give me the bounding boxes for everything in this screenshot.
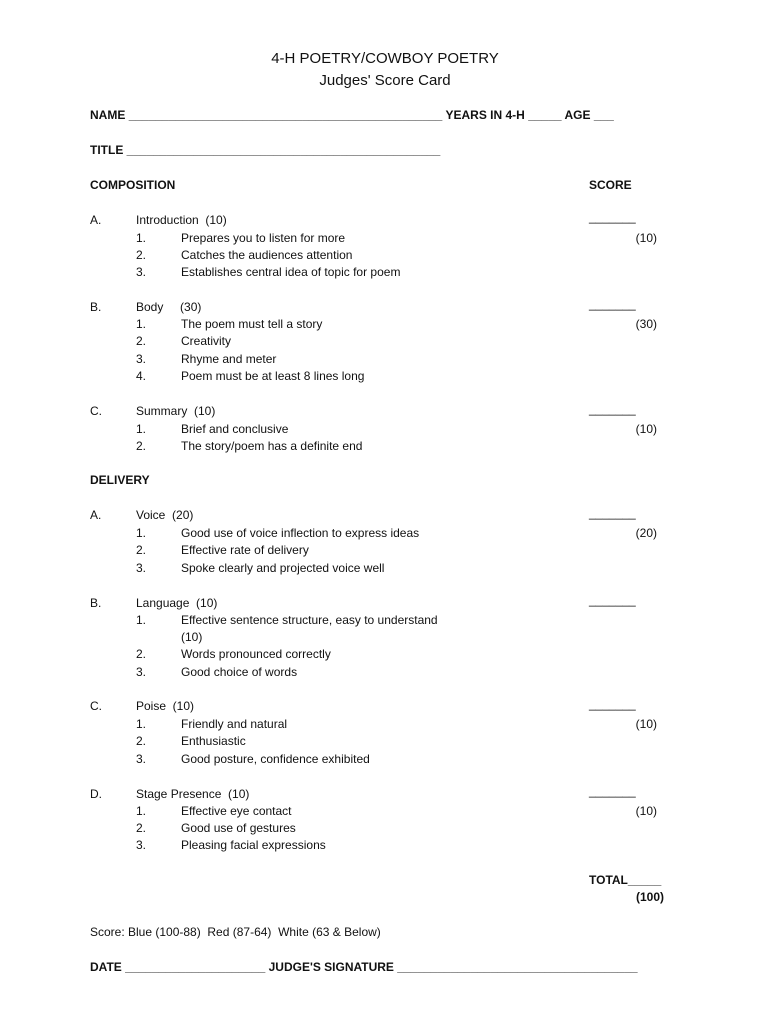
- item-text: Good use of voice inflection to express ideas: [181, 526, 420, 540]
- title-field-row: [90, 143, 440, 157]
- total-max: (100): [635, 890, 664, 904]
- score-blank[interactable]: _______: [589, 784, 636, 798]
- item-text-continued: (10): [181, 630, 203, 644]
- document-subtitle: Judges' Score Card: [319, 72, 451, 89]
- score-blank[interactable]: _______: [589, 402, 636, 416]
- item-number: 2.: [136, 334, 147, 348]
- years-label: YEARS IN 4-H: [445, 108, 525, 122]
- section-label: Stage Presence (10): [136, 787, 250, 801]
- score-blank[interactable]: _______: [589, 506, 636, 520]
- name-label: NAME: [90, 108, 126, 122]
- item-text: Effective sentence structure, easy to understand: [181, 613, 438, 627]
- item-number: 2.: [136, 543, 147, 557]
- delivery-heading: DELIVERY: [90, 473, 150, 487]
- max-points: (20): [635, 526, 657, 540]
- item-number: 1.: [136, 804, 147, 818]
- item-text: Establishes central idea of topic for poem: [181, 265, 401, 279]
- max-points: (10): [635, 717, 657, 731]
- item-text: Creativity: [181, 334, 232, 348]
- item-text: Words pronounced correctly: [181, 647, 331, 661]
- item-text: Spoke clearly and projected voice well: [181, 561, 385, 575]
- section-label: Voice (20): [136, 508, 194, 522]
- section-label: Language (10): [136, 596, 218, 610]
- signature-label: JUDGE'S SIGNATURE: [268, 960, 394, 974]
- section-label: Body (30): [136, 300, 202, 314]
- section-label: Poise (10): [136, 699, 195, 713]
- section-label: Summary (10): [136, 404, 216, 418]
- item-number: 2.: [136, 647, 147, 661]
- item-text: The poem must tell a story: [181, 317, 323, 331]
- item-number: 1.: [136, 231, 147, 245]
- section-letter: B.: [90, 596, 102, 610]
- item-number: 2.: [136, 821, 147, 835]
- item-number: 3.: [136, 561, 147, 575]
- item-text: Enthusiastic: [181, 734, 246, 748]
- item-number: 2.: [136, 248, 147, 262]
- total-row: [589, 873, 661, 887]
- item-number: 1.: [136, 422, 147, 436]
- score-key: Score: Blue (100-88) Red (87-64) White (63 & Below): [90, 925, 381, 939]
- max-points: (10): [635, 231, 657, 245]
- item-number: 3.: [136, 265, 147, 279]
- item-text: Effective eye contact: [181, 804, 292, 818]
- years-line[interactable]: _____: [528, 108, 562, 122]
- item-text: The story/poem has a definite end: [181, 439, 363, 453]
- title-line[interactable]: _______________________________________________: [126, 143, 441, 157]
- title-label: TITLE: [90, 143, 124, 157]
- date-line[interactable]: _____________________: [125, 960, 266, 974]
- section-letter: A.: [90, 508, 102, 522]
- item-text: Brief and conclusive: [181, 422, 289, 436]
- max-points: (30): [635, 317, 657, 331]
- item-text: Rhyme and meter: [181, 352, 277, 366]
- age-label: AGE: [564, 108, 591, 122]
- item-number: 3.: [136, 838, 147, 852]
- name-field-row: [90, 108, 614, 122]
- max-points: (10): [635, 422, 657, 436]
- item-number: 1.: [136, 717, 147, 731]
- item-number: 4.: [136, 369, 147, 383]
- section-letter: D.: [90, 787, 102, 801]
- item-number: 1.: [136, 613, 147, 627]
- item-text: Good posture, confidence exhibited: [181, 752, 370, 766]
- item-text: Poem must be at least 8 lines long: [181, 369, 365, 383]
- name-line[interactable]: _______________________________________________: [128, 108, 443, 122]
- max-points: (10): [635, 804, 657, 818]
- footer-row: [90, 960, 638, 974]
- total-line[interactable]: _____: [627, 873, 662, 887]
- section-letter: C.: [90, 699, 102, 713]
- section-letter: B.: [90, 300, 102, 314]
- item-text: Prepares you to listen for more: [181, 231, 346, 245]
- item-text: Friendly and natural: [181, 717, 288, 731]
- score-blank[interactable]: _______: [589, 697, 636, 711]
- age-line[interactable]: ___: [593, 108, 614, 122]
- item-number: 3.: [136, 665, 147, 679]
- signature-line[interactable]: ____________________________________: [397, 960, 638, 974]
- item-text: Effective rate of delivery: [181, 543, 309, 557]
- document-title: 4-H POETRY/COWBOY POETRY: [271, 50, 499, 67]
- section-letter: A.: [90, 213, 102, 227]
- item-text: Good choice of words: [181, 665, 298, 679]
- section-letter: C.: [90, 404, 102, 418]
- score-blank[interactable]: _______: [589, 593, 636, 607]
- section-label: Introduction (10): [136, 213, 227, 227]
- item-text: Good use of gestures: [181, 821, 296, 835]
- score-blank[interactable]: _______: [589, 210, 636, 224]
- date-label: DATE: [90, 960, 122, 974]
- composition-heading: COMPOSITION: [90, 178, 176, 192]
- item-number: 2.: [136, 439, 147, 453]
- total-label: TOTAL: [589, 873, 628, 887]
- item-number: 1.: [136, 317, 147, 331]
- score-blank[interactable]: _______: [589, 297, 636, 311]
- item-number: 2.: [136, 734, 147, 748]
- item-number: 3.: [136, 352, 147, 366]
- item-text: Pleasing facial expressions: [181, 838, 326, 852]
- item-text: Catches the audiences attention: [181, 248, 353, 262]
- item-number: 1.: [136, 526, 147, 540]
- item-number: 3.: [136, 752, 147, 766]
- score-heading: SCORE: [589, 178, 632, 192]
